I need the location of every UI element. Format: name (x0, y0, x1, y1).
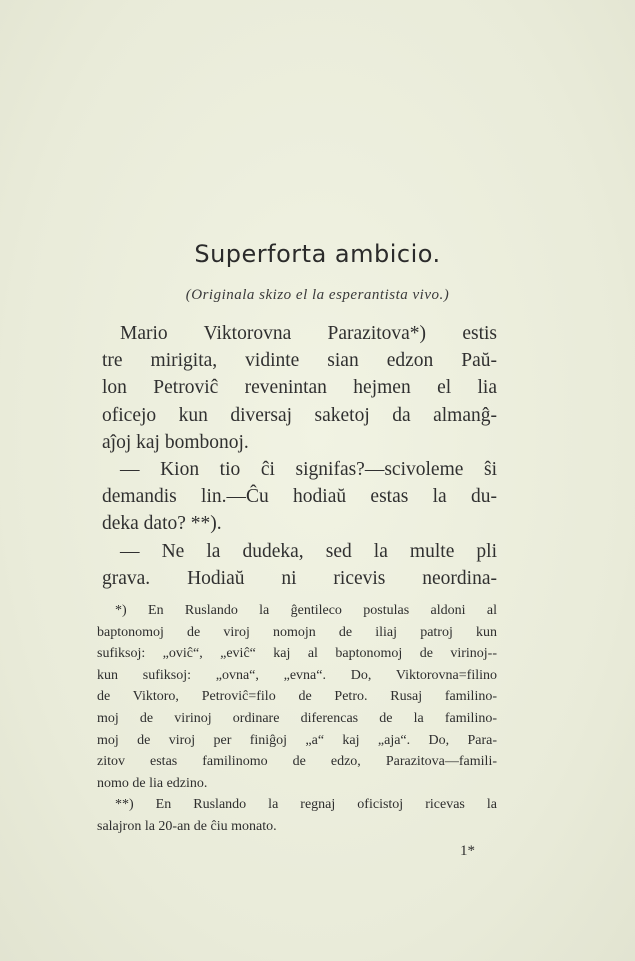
body-text (102, 320, 497, 592)
footnote-line: moj de viroj per finiĝoj „a“ kaj „aja“. Do, Para- (97, 732, 497, 748)
footnote-line: de Viktoro, Petroviĉ=filo de Petro. Rusaj familino- (97, 689, 497, 705)
footnote-line: baptonomoj de viroj nomojn de iliaj patroj kun (97, 624, 497, 640)
body-line: oficejo kun diversaj saketoj da almanĝ- (102, 404, 497, 426)
footnote-line: moj de virinoj ordinare diferencas de la familino- (97, 710, 497, 726)
footnote-line: zitov estas familinomo de edzo, Parazitova—famili- (97, 754, 497, 770)
footnote-line: sufiksoj: „oviĉ“, „eviĉ“ kaj al baptonomoj de virinoj-- (97, 646, 497, 662)
chapter-subtitle: (Originala skizo el la esperantista vivo.) (185, 287, 450, 303)
body-line: grava. Hodiaŭ ni ricevis neordina- (102, 567, 497, 589)
footnote-line: nomo de lia edzino. (97, 775, 208, 791)
chapter-title: Superforta ambicio. (194, 240, 441, 268)
body-line: deka dato? **). (102, 513, 222, 535)
footnote-line: *) En Ruslando la ĝentileco postulas aldoni al (115, 603, 497, 618)
footnotes (97, 600, 497, 838)
body-line: — Ne la dudeka, sed la multe pli (120, 540, 497, 562)
footnote-line: **) En Ruslando la regnaj oficistoj ricevas la (115, 797, 497, 813)
footnote-line: kun sufiksoj: „ovna“, „evna“. Do, Viktorovna=filino (97, 667, 497, 683)
body-line: Mario Viktorovna Parazitova*) estis (120, 323, 497, 344)
footnote-line: salajron la 20-an de ĉiu monato. (97, 818, 277, 834)
body-line: tre mirigita, vidinte sian edzon Paŭ- (102, 350, 497, 372)
page-number: 1* (460, 843, 475, 859)
body-line: demandis lin.—Ĉu hodiaŭ estas la du- (102, 486, 497, 508)
body-line: lon Petroviĉ revenintan hejmen el lia (102, 377, 497, 399)
body-line: aĵoj kaj bombonoj. (102, 431, 249, 453)
body-line: — Kion tio ĉi signifas?—scivoleme ŝi (120, 459, 497, 481)
